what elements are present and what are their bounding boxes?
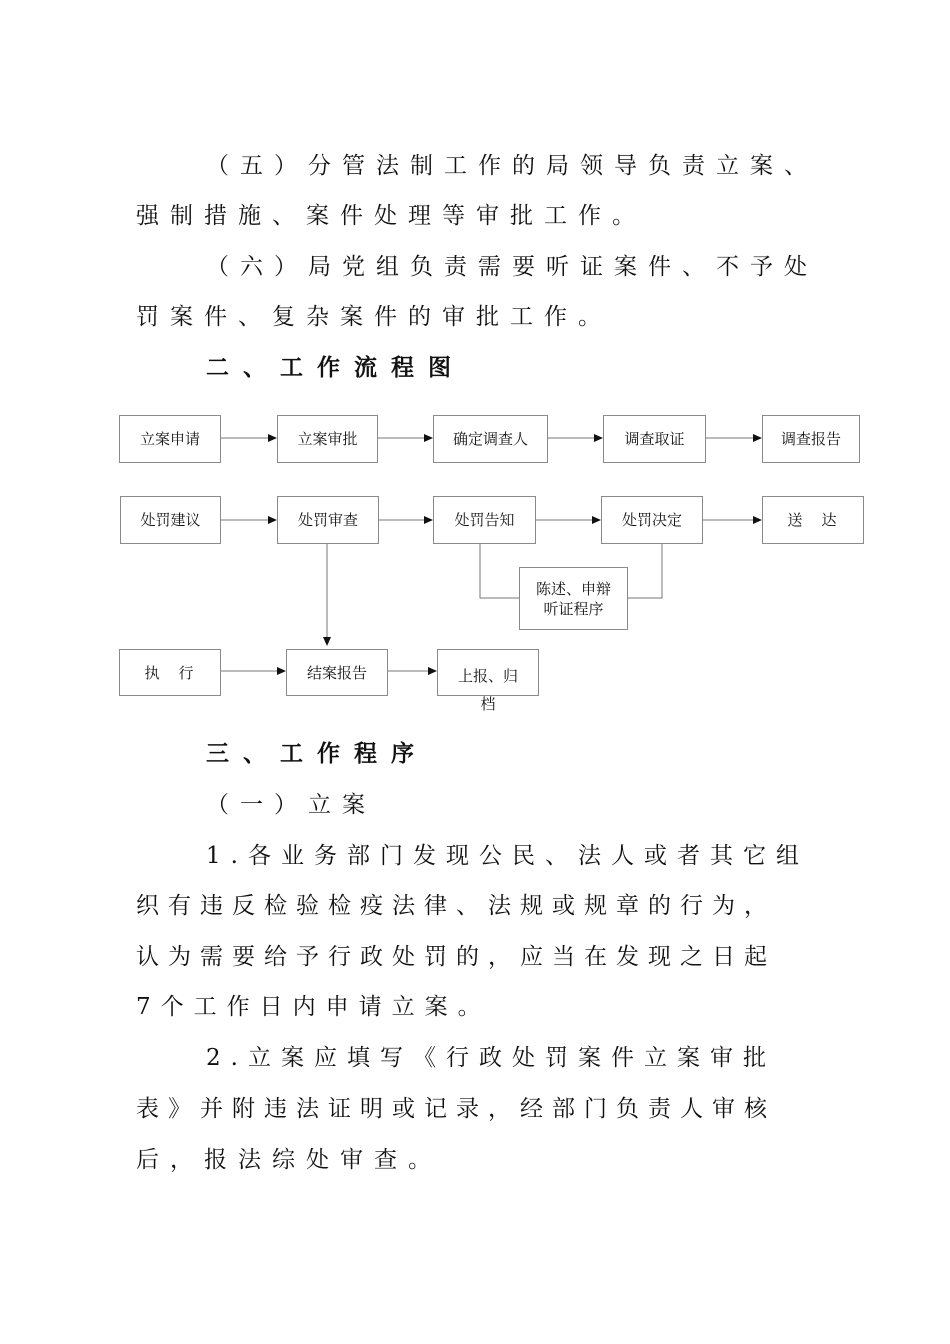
paragraph-6-line-2: 罚案件、复杂案件的审批工作。 xyxy=(136,304,612,330)
item-2-line-1: 2.立案应填写《行政处罚案件立案审批 xyxy=(206,1045,776,1071)
item-1-line-2: 织有违反检验检疫法律、法规或规章的行为， xyxy=(136,893,776,919)
item-2-line-2: 表》并附违法证明或记录，经部门负责人审核 xyxy=(136,1096,776,1122)
box-assign-investigator: 确定调查人 xyxy=(433,415,548,463)
box-execute: 执 行 xyxy=(119,649,221,696)
item-1-line-4: 7个工作日内申请立案。 xyxy=(136,994,491,1020)
box-penalty-suggest: 处罚建议 xyxy=(120,496,221,544)
paragraph-5-line-1: （五）分管法制工作的局领导负责立案、 xyxy=(206,153,818,179)
box-case-close-report: 结案报告 xyxy=(286,649,388,696)
box-penalty-decision: 处罚决定 xyxy=(601,496,703,544)
paragraph-5-line-2: 强制措施、案件处理等审批工作。 xyxy=(136,203,646,229)
item-1-line-1: 1.各业务部门发现公民、法人或者其它组 xyxy=(206,843,809,869)
branch-line-left xyxy=(480,543,519,598)
branch-line-right xyxy=(628,543,662,598)
item-2-line-3: 后，报法综处审查。 xyxy=(136,1147,442,1173)
paragraph-6-line-1: （六）局党组负责需要听证案件、不予处 xyxy=(206,254,818,280)
subsection-1-heading: （一）立案 xyxy=(206,792,376,818)
section-2-heading: 二、工作流程图 xyxy=(206,354,465,381)
box-report-archive: 上报、归 档 xyxy=(437,649,539,696)
box-penalty-review: 处罚审查 xyxy=(277,496,379,544)
box-case-apply: 立案申请 xyxy=(119,415,221,463)
box-hearing-procedure: 陈述、申辩 听证程序 xyxy=(519,567,628,630)
section-3-heading: 三、工作程序 xyxy=(206,740,428,767)
box-deliver: 送 达 xyxy=(762,496,864,544)
box-penalty-notify: 处罚告知 xyxy=(433,496,536,544)
box-investigation-report: 调查报告 xyxy=(762,415,860,463)
box-investigate-evidence: 调查取证 xyxy=(603,415,706,463)
box-case-approve: 立案审批 xyxy=(277,415,378,463)
item-1-line-3: 认为需要给予行政处罚的，应当在发现之日起 xyxy=(136,944,776,970)
